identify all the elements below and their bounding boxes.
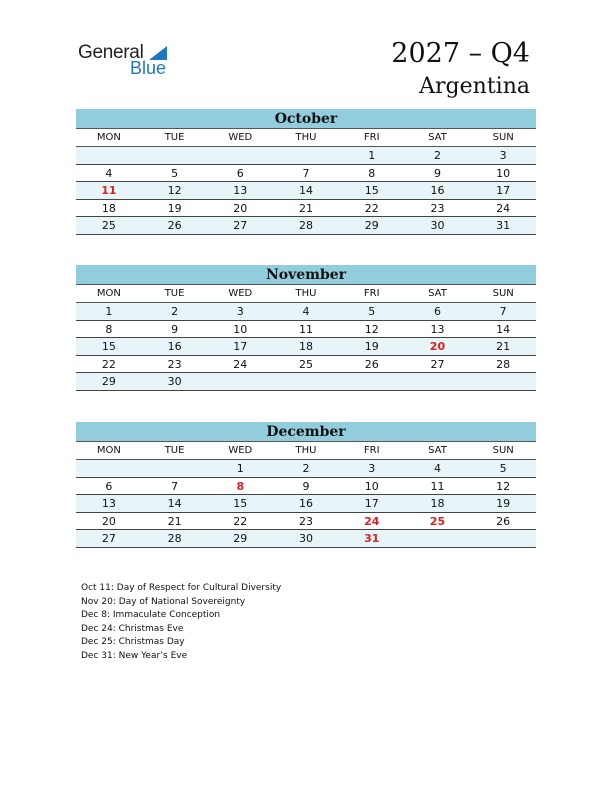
logo — [78, 42, 178, 82]
day-cell: 23 — [299, 514, 314, 528]
day-cell: 27 — [430, 357, 445, 371]
weekday-label: WED — [228, 445, 253, 456]
week-row — [76, 495, 536, 513]
weekday-label: TUE — [164, 445, 185, 456]
day-cell: 28 — [496, 357, 511, 371]
week-row — [76, 182, 536, 200]
logo-text-general: General — [78, 42, 144, 63]
day-cell: 8 — [105, 322, 113, 336]
holiday-note: Dec 8: Immaculate Conception — [81, 610, 221, 621]
empty-day-cell — [405, 373, 471, 390]
day-cell: 21 — [496, 340, 511, 353]
week-row — [76, 321, 536, 339]
day-cell: 5 — [368, 305, 376, 318]
day-cell: 4 — [433, 462, 441, 475]
weekday-label: WED — [228, 288, 253, 299]
day-cell: 3 — [236, 305, 244, 318]
day-cell: 20 — [233, 201, 248, 215]
logo-text-blue: Blue — [130, 58, 167, 78]
weekday-label: THU — [295, 288, 317, 299]
day-cell: 15 — [233, 497, 248, 510]
weekday-label: FRI — [363, 288, 380, 299]
week-row — [76, 373, 536, 391]
day-cell: 13 — [233, 184, 248, 197]
weekday-label: TUE — [164, 132, 185, 143]
day-cell: 29 — [233, 532, 248, 545]
weekday-label: SUN — [492, 132, 514, 143]
holiday-notes — [81, 582, 281, 664]
holiday-note: Dec 25: Christmas Day — [81, 637, 185, 648]
month-title: November — [76, 265, 536, 284]
day-cell: 12 — [364, 322, 379, 336]
day-cell: 14 — [299, 184, 314, 197]
day-cell: 17 — [496, 184, 511, 197]
weekday-header-row — [76, 128, 536, 147]
day-cell: 16 — [299, 497, 314, 510]
empty-day-cell — [339, 373, 405, 390]
day-cell: 23 — [167, 357, 182, 371]
day-cell: 10 — [364, 479, 379, 493]
day-cell: 6 — [433, 305, 441, 318]
day-cell: 17 — [364, 497, 379, 510]
day-cell: 24 — [233, 357, 248, 371]
day-cell: 12 — [167, 184, 182, 197]
day-cell: 2 — [433, 149, 441, 162]
weekday-label: TUE — [164, 288, 185, 299]
day-cell: 8 — [368, 166, 376, 180]
day-cell: 9 — [171, 322, 179, 336]
day-cell: 21 — [167, 514, 182, 528]
empty-day-cell — [207, 373, 273, 390]
day-cell: 22 — [101, 357, 116, 371]
day-cell: 29 — [364, 219, 379, 232]
holiday-note: Nov 20: Day of National Sovereignty — [81, 596, 246, 607]
week-row — [76, 478, 536, 496]
day-cell: 23 — [430, 201, 445, 215]
empty-day-cell — [142, 147, 208, 164]
holiday-note: Dec 24: Christmas Eve — [81, 623, 184, 634]
day-cell: 31 — [496, 219, 511, 232]
day-cell: 19 — [496, 497, 511, 510]
day-cell: 25 — [101, 219, 116, 232]
day-cell: 16 — [167, 340, 182, 353]
day-cell: 18 — [430, 497, 445, 510]
day-cell: 16 — [430, 184, 445, 197]
day-cell: 7 — [499, 305, 507, 318]
empty-day-cell — [76, 147, 142, 164]
day-cell: 13 — [430, 322, 445, 336]
day-cell: 7 — [171, 479, 179, 493]
day-cell: 14 — [167, 497, 182, 510]
empty-day-cell — [405, 530, 471, 547]
day-cell: 1 — [368, 149, 376, 162]
weekday-label: FRI — [363, 445, 380, 456]
day-cell: 18 — [101, 201, 116, 215]
week-row — [76, 200, 536, 218]
holiday-note: Oct 11: Day of Respect for Cultural Diversity — [81, 583, 282, 593]
day-cell: 3 — [499, 149, 507, 162]
country-subtitle: Argentina — [419, 74, 530, 99]
week-row — [76, 356, 536, 374]
day-cell: 18 — [299, 340, 314, 353]
week-row — [76, 147, 536, 165]
weekday-header-row — [76, 284, 536, 303]
week-row — [76, 530, 536, 548]
week-row — [76, 513, 536, 531]
weekday-label: SAT — [428, 445, 447, 456]
day-cell: 17 — [233, 340, 248, 353]
day-cell: 6 — [236, 166, 244, 180]
page-title: 2027 – Q4 — [391, 38, 530, 69]
day-cell: 20 — [429, 340, 446, 353]
week-row — [76, 165, 536, 183]
day-cell: 27 — [233, 219, 248, 232]
day-cell: 11 — [101, 184, 117, 197]
empty-day-cell — [207, 147, 273, 164]
day-cell: 15 — [101, 340, 116, 353]
day-cell: 22 — [233, 514, 248, 528]
day-cell: 30 — [299, 532, 314, 545]
empty-day-cell — [273, 373, 339, 390]
week-row — [76, 338, 536, 356]
day-cell: 7 — [302, 166, 310, 180]
weekday-label: MON — [96, 288, 121, 299]
day-cell: 31 — [364, 532, 380, 545]
month-november — [76, 265, 536, 391]
day-cell: 4 — [302, 305, 310, 318]
weekday-label: MON — [96, 445, 121, 456]
day-cell: 19 — [364, 340, 379, 353]
empty-day-cell — [142, 460, 208, 477]
week-row — [76, 303, 536, 321]
empty-day-cell — [470, 373, 536, 390]
empty-day-cell — [76, 460, 142, 477]
day-cell: 22 — [364, 201, 379, 215]
day-cell: 4 — [105, 166, 113, 180]
day-cell: 11 — [299, 322, 314, 336]
empty-day-cell — [273, 147, 339, 164]
day-cell: 13 — [101, 497, 116, 510]
day-cell: 2 — [171, 305, 179, 318]
weekday-label: WED — [228, 132, 253, 143]
day-cell: 15 — [364, 184, 379, 197]
weekday-header-row — [76, 441, 536, 460]
day-cell: 14 — [496, 322, 511, 336]
day-cell: 5 — [499, 462, 507, 475]
month-title: December — [76, 422, 536, 441]
day-cell: 8 — [236, 479, 245, 493]
day-cell: 3 — [368, 462, 376, 475]
day-cell: 10 — [233, 322, 248, 336]
weekday-label: MON — [96, 132, 121, 143]
day-cell: 10 — [496, 166, 511, 180]
weekday-label: THU — [295, 445, 317, 456]
weekday-label: SUN — [492, 288, 514, 299]
week-row — [76, 460, 536, 478]
weekday-label: THU — [295, 132, 317, 143]
day-cell: 2 — [302, 462, 310, 475]
weekday-label: SAT — [428, 132, 447, 143]
day-cell: 26 — [167, 219, 182, 232]
day-cell: 6 — [105, 479, 113, 493]
month-december — [76, 422, 536, 548]
day-cell: 28 — [167, 532, 182, 545]
day-cell: 20 — [101, 514, 116, 528]
day-cell: 21 — [299, 201, 314, 215]
holiday-note: Dec 31: New Year’s Eve — [81, 650, 188, 661]
day-cell: 29 — [101, 375, 116, 388]
weekday-label: FRI — [363, 132, 380, 143]
day-cell: 1 — [236, 462, 244, 475]
day-cell: 11 — [430, 479, 445, 493]
day-cell: 9 — [433, 166, 441, 180]
week-row — [76, 217, 536, 235]
day-cell: 12 — [496, 479, 511, 493]
day-cell: 26 — [364, 357, 379, 371]
day-cell: 26 — [496, 514, 511, 528]
weekday-label: SAT — [428, 288, 447, 299]
day-cell: 25 — [429, 514, 446, 528]
day-cell: 27 — [101, 532, 116, 545]
day-cell: 30 — [167, 375, 182, 388]
day-cell: 25 — [299, 357, 314, 371]
day-cell: 5 — [171, 166, 179, 180]
day-cell: 28 — [299, 219, 314, 232]
day-cell: 24 — [364, 514, 380, 528]
day-cell: 1 — [105, 305, 113, 318]
day-cell: 19 — [167, 201, 182, 215]
weekday-label: SUN — [492, 445, 514, 456]
month-october — [76, 109, 536, 235]
day-cell: 30 — [430, 219, 445, 232]
month-title: October — [76, 109, 536, 128]
empty-day-cell — [470, 530, 536, 547]
day-cell: 24 — [496, 201, 511, 215]
day-cell: 9 — [302, 479, 310, 493]
